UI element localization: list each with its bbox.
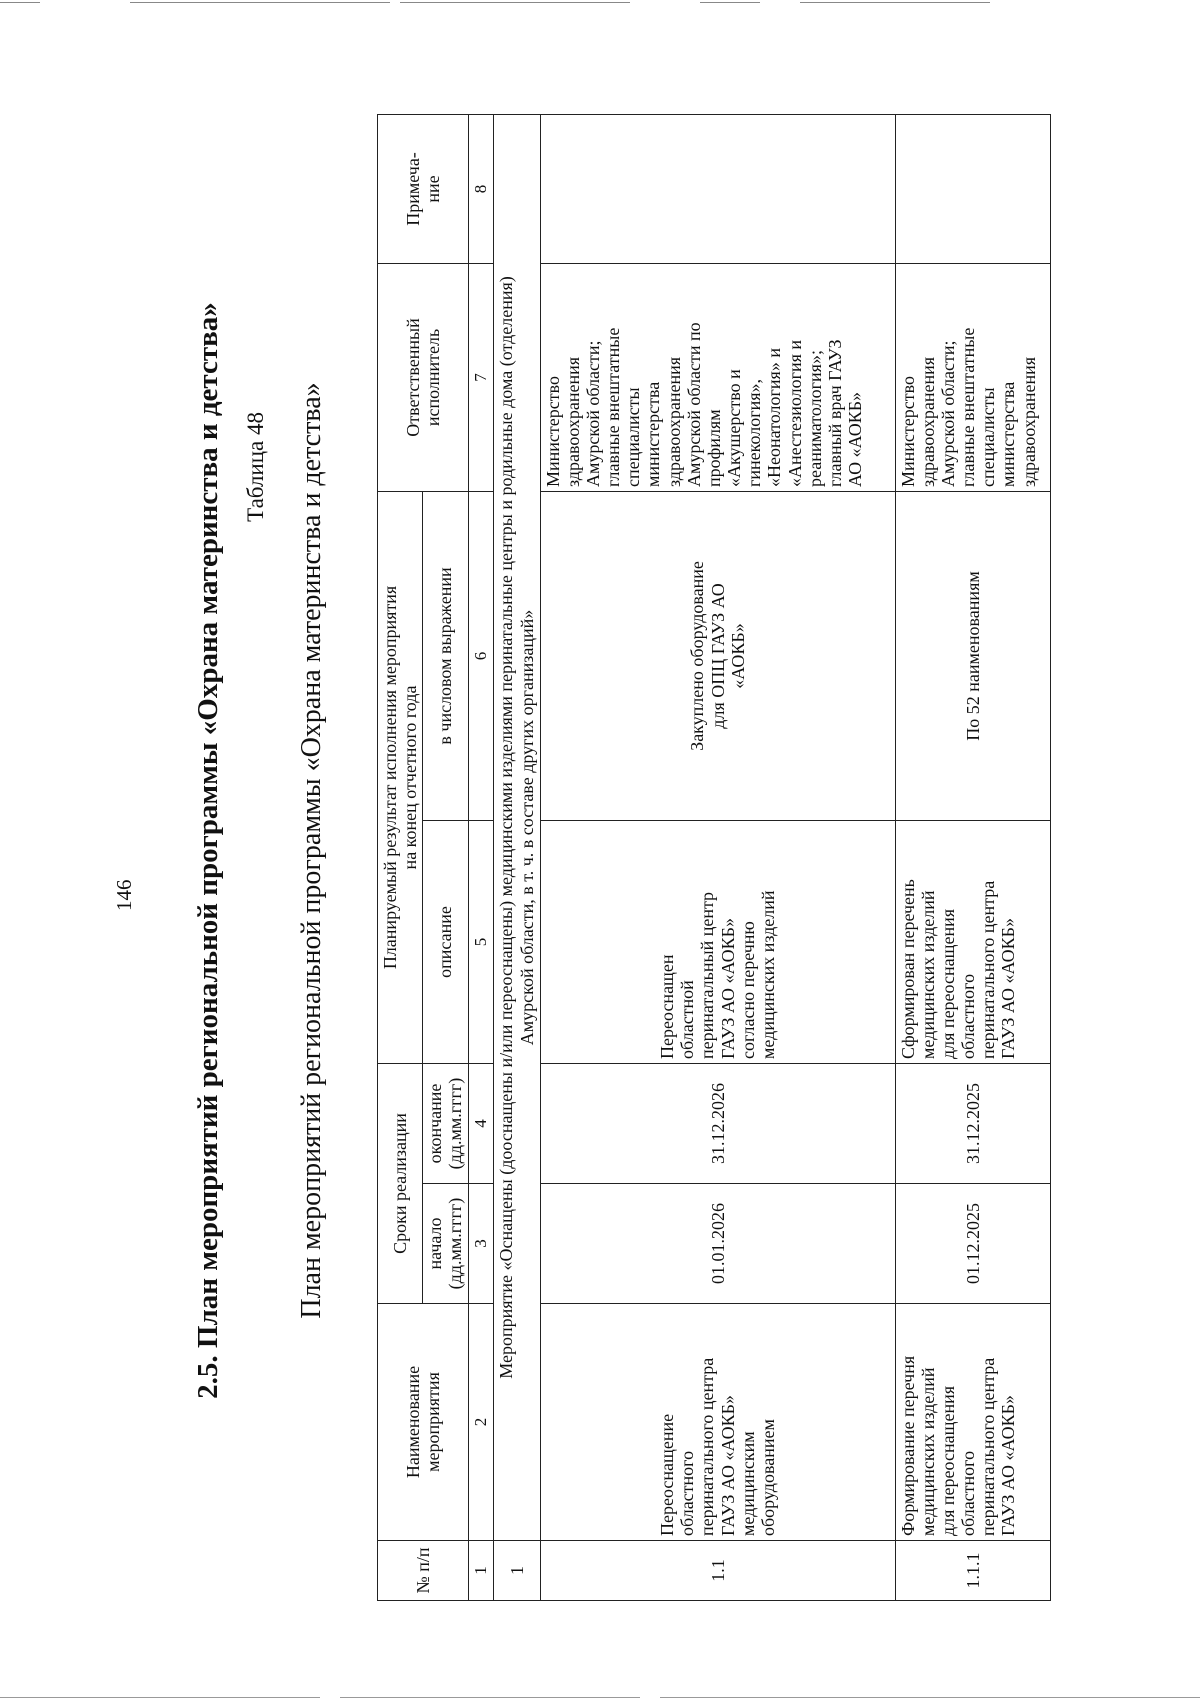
row-description-line: перинатальный центр — [697, 891, 718, 1059]
row-description-line: областной — [677, 980, 698, 1059]
row-description-line: областного — [958, 973, 979, 1059]
row-description-line: ГАУЗ АО «АОКБ» — [717, 918, 738, 1059]
header-end — [423, 1063, 468, 1183]
header-end-line1: окончание — [425, 1083, 446, 1164]
scan-edge-bottom — [0, 1693, 1200, 1701]
row-name-line: областного — [677, 1450, 698, 1536]
row-responsible-line: министерства — [998, 381, 1019, 487]
row-numeric — [540, 491, 895, 820]
row-description-line: для переоснащения — [937, 908, 958, 1059]
row-name-line: медицинских изделий — [917, 1367, 938, 1536]
row-responsible-line: здравоохранения — [917, 356, 938, 487]
row-responsible-line: здравоохранения — [1018, 356, 1039, 487]
row-name-line: для переоснащения — [937, 1386, 958, 1536]
header-start-line2: (дд.мм.гггг) — [445, 1197, 466, 1290]
row-end: 31.12.2025 — [895, 1063, 1050, 1183]
row-note — [895, 114, 1050, 263]
header-responsible — [378, 263, 469, 491]
header-numeric: в числовом выражении — [423, 491, 468, 820]
column-number: 8 — [468, 114, 493, 263]
row-description-line: медицинских изделий — [917, 890, 938, 1059]
row-name-line: перинатального центра — [978, 1357, 999, 1536]
row-responsible-line: гинекология», — [744, 378, 765, 487]
column-number: 7 — [468, 263, 493, 491]
row-responsible-line: здравоохранения — [562, 356, 583, 487]
table-number: Таблица 48 — [243, 412, 268, 522]
header-name-line1: Наименование — [402, 1365, 423, 1479]
row-numeric-line: «АОКБ» — [727, 623, 748, 689]
column-number: 1 — [468, 1541, 493, 1601]
row-description-line: Переоснащен — [657, 954, 678, 1059]
row-description-line: перинатального центра — [978, 880, 999, 1059]
row-name-line: медицинским — [737, 1431, 758, 1536]
row-name-line: ГАУЗ АО «АОКБ» — [717, 1395, 738, 1536]
table-row — [540, 114, 895, 1600]
header-terms: Сроки реализации — [378, 1063, 423, 1303]
row-responsible-line: специалисты — [623, 387, 644, 487]
row-name-line: областного — [958, 1450, 979, 1536]
row-start: 01.12.2025 — [895, 1184, 1050, 1304]
section-text-line1: Мероприятие «Оснащены (дооснащены и/или переоснащены) медицинскими изделиями перинатальные центры и родильные дома (отделения) — [496, 276, 517, 1379]
row-responsible — [895, 263, 1050, 491]
column-number: 5 — [468, 820, 493, 1063]
row-responsible-line: «Анестезиология и — [784, 339, 805, 487]
header-note — [378, 114, 469, 263]
column-number: 2 — [468, 1304, 493, 1541]
section-title: 2.5. План мероприятий региональной программы «Охрана материнства и детства» — [192, 302, 224, 1399]
row-description-line: Сформирован перечень — [897, 879, 918, 1059]
column-number: 4 — [468, 1063, 493, 1183]
row-num: 1.1 — [540, 1541, 895, 1601]
row-responsible-line: «Акушерство и — [724, 369, 745, 487]
row-responsible-line: министерства — [643, 381, 664, 487]
row-responsible-line: специалисты — [978, 387, 999, 487]
row-name-line: Формирование перечня — [897, 1355, 918, 1536]
header-name-line2: мероприятия — [422, 1372, 443, 1472]
column-number: 3 — [468, 1184, 493, 1304]
header-result-line1: Планируемый результат исполнения мероприятия — [380, 585, 400, 970]
header-responsible-line2: исполнитель — [422, 328, 443, 427]
row-note — [540, 114, 895, 263]
section-number: 1 — [493, 1541, 540, 1601]
header-description: описание — [423, 820, 468, 1063]
row-name-line: ГАУЗ АО «АОКБ» — [998, 1395, 1019, 1536]
row-responsible-line: главный врач ГАУЗ — [824, 339, 845, 487]
row-responsible-line: здравоохранения — [663, 356, 684, 487]
column-number-row — [468, 114, 493, 1600]
header-note-line1: Примеча- — [402, 152, 423, 226]
plan-table — [377, 114, 1051, 1601]
header-end-line2: (дд.мм.гггг) — [445, 1077, 466, 1170]
column-number: 6 — [468, 491, 493, 820]
row-responsible — [540, 263, 895, 491]
header-result-line2: на конец отчетного года — [400, 685, 421, 870]
table-row — [895, 114, 1050, 1600]
row-description-line: согласно перечню — [737, 921, 758, 1059]
row-description-line: медицинских изделий — [757, 890, 778, 1059]
row-responsible-line: Амурской области; — [937, 340, 958, 487]
row-responsible-line: «Неонатология» и — [764, 348, 785, 487]
row-num: 1.1.1 — [895, 1541, 1050, 1601]
header-note-line2: ние — [422, 175, 443, 203]
section-row — [493, 114, 540, 1600]
header-responsible-line1: Ответственный — [402, 318, 423, 437]
page-number: 146 — [112, 879, 136, 911]
section-text-line2: Амурской области, в т. ч. в составе других организаций» — [516, 609, 537, 1046]
row-name-line: оборудованием — [757, 1419, 778, 1536]
header-start-line1: начало — [425, 1217, 446, 1270]
row-responsible-line: Амурской области; — [582, 340, 603, 487]
row-name — [895, 1304, 1050, 1541]
row-responsible-line: главные внештатные — [603, 327, 624, 487]
row-name — [540, 1304, 895, 1541]
row-responsible-line: Министерство — [897, 376, 918, 487]
row-numeric — [895, 491, 1050, 820]
row-responsible-line: главные внештатные — [958, 327, 979, 487]
row-start: 01.01.2026 — [540, 1184, 895, 1304]
row-responsible-line: Министерство — [542, 376, 563, 487]
row-responsible-line: АО «АОКБ» — [844, 391, 865, 487]
row-responsible-line: Амурской области по — [683, 322, 704, 487]
header-start — [423, 1184, 468, 1304]
table-header-row-1 — [378, 114, 423, 1600]
row-numeric-line: По 52 наименованиям — [962, 571, 983, 741]
header-result — [378, 491, 423, 1063]
row-description — [540, 820, 895, 1063]
row-numeric-line: для ОПЦ ГАУЗ АО — [707, 583, 728, 729]
row-description — [895, 820, 1050, 1063]
row-numeric-line: Закуплено оборудование — [687, 561, 708, 751]
row-responsible-line: реаниматология»; — [804, 350, 825, 487]
table-caption: План мероприятий региональной программы «Охрана материнства и детства» — [296, 382, 327, 1319]
row-name-line: перинатального центра — [697, 1357, 718, 1536]
row-responsible-line: профилям — [703, 409, 724, 487]
row-end: 31.12.2026 — [540, 1063, 895, 1183]
row-description-line: ГАУЗ АО «АОКБ» — [998, 918, 1019, 1059]
row-name-line: Переоснащение — [657, 1413, 678, 1536]
header-num: № п/п — [378, 1541, 469, 1601]
section-title-cell — [493, 114, 540, 1540]
header-name — [378, 1304, 469, 1541]
